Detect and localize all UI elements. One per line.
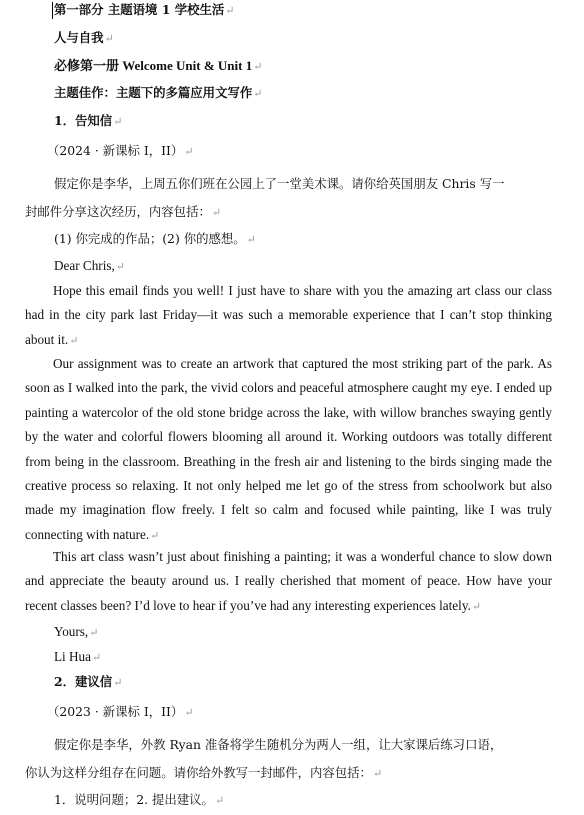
unit-heading: 必修第一册 Welcome Unit & Unit 1↵ <box>54 58 263 73</box>
part-heading: 第一部分 主题语境 1 学校生活↵ <box>54 2 235 17</box>
letter-closing: Yours,↵ <box>54 624 99 639</box>
letter-signature: Li Hua↵ <box>54 649 102 664</box>
letter-greeting: Dear Chris,↵ <box>54 258 126 273</box>
section-1-prompt-line-2: 封邮件分享这次经历，内容包括：↵ <box>25 204 222 219</box>
section-2-title: 2．建议信↵ <box>54 674 123 689</box>
letter-paragraph-1: Hope this email finds you well! I just have to share with you the amazing art class our class had in the city park last Friday—it was such a memorable experience that I can’t stop thinking about it.↵ <box>25 283 552 347</box>
section-1-title: 1．告知信↵ <box>54 113 123 128</box>
theme-heading: 人与自我↵ <box>54 30 114 45</box>
section-2-points: 1．说明问题；2. 提出建议。↵ <box>54 792 225 807</box>
letter-paragraph-2: Our assignment was to create an artwork that captured the most striking part of the park. As soon as I walked into the park, the vivid colors and peaceful atmosphere caught my eye. I ended up painting a watercolor of the old stone bridge across the lake, with willow branches swaying gently by the water and colorful flowers blooming all around it. Working outdoors was totally different from being in the classroom. Breathing in the fresh air and listening to the birds singing made the creative process so relaxing. It not only helped me let go of the stress from schoolwork but also made my imagination flow freely. I felt so calm and focused while painting, like I was truly connecting with nature.↵ <box>25 356 552 542</box>
section-2-source: （2023 · 新课标 I，II）↵ <box>47 704 194 719</box>
section-2-prompt-line-2: 你认为这样分组存在问题。请你给外教写一封邮件，内容包括：↵ <box>25 765 383 780</box>
letter-paragraph-3: This art class wasn’t just about finishing a painting; it was a wonderful chance to slow down and appreciate the beauty around us. I really cherished that moment of peace. How have your recent classes been? I’d love to hear if you’ve had any interesting experiences lately.↵ <box>25 549 552 613</box>
text-cursor <box>52 2 53 19</box>
topic-heading: 主题佳作：主题下的多篇应用文写作↵ <box>54 85 263 100</box>
section-1-points: (1) 你完成的作品；(2) 你的感想。↵ <box>54 231 256 246</box>
section-1-source: （2024 · 新课标 I，II）↵ <box>47 143 194 158</box>
section-2-prompt-line-1: 假定你是李华，外教 Ryan 准备将学生随机分为两人一组，让大家课后练习口语， <box>54 737 503 752</box>
section-1-prompt-line-1: 假定你是李华，上周五你们班在公园上了一堂美术课。请你给英国朋友 Chris 写一 <box>54 176 505 191</box>
